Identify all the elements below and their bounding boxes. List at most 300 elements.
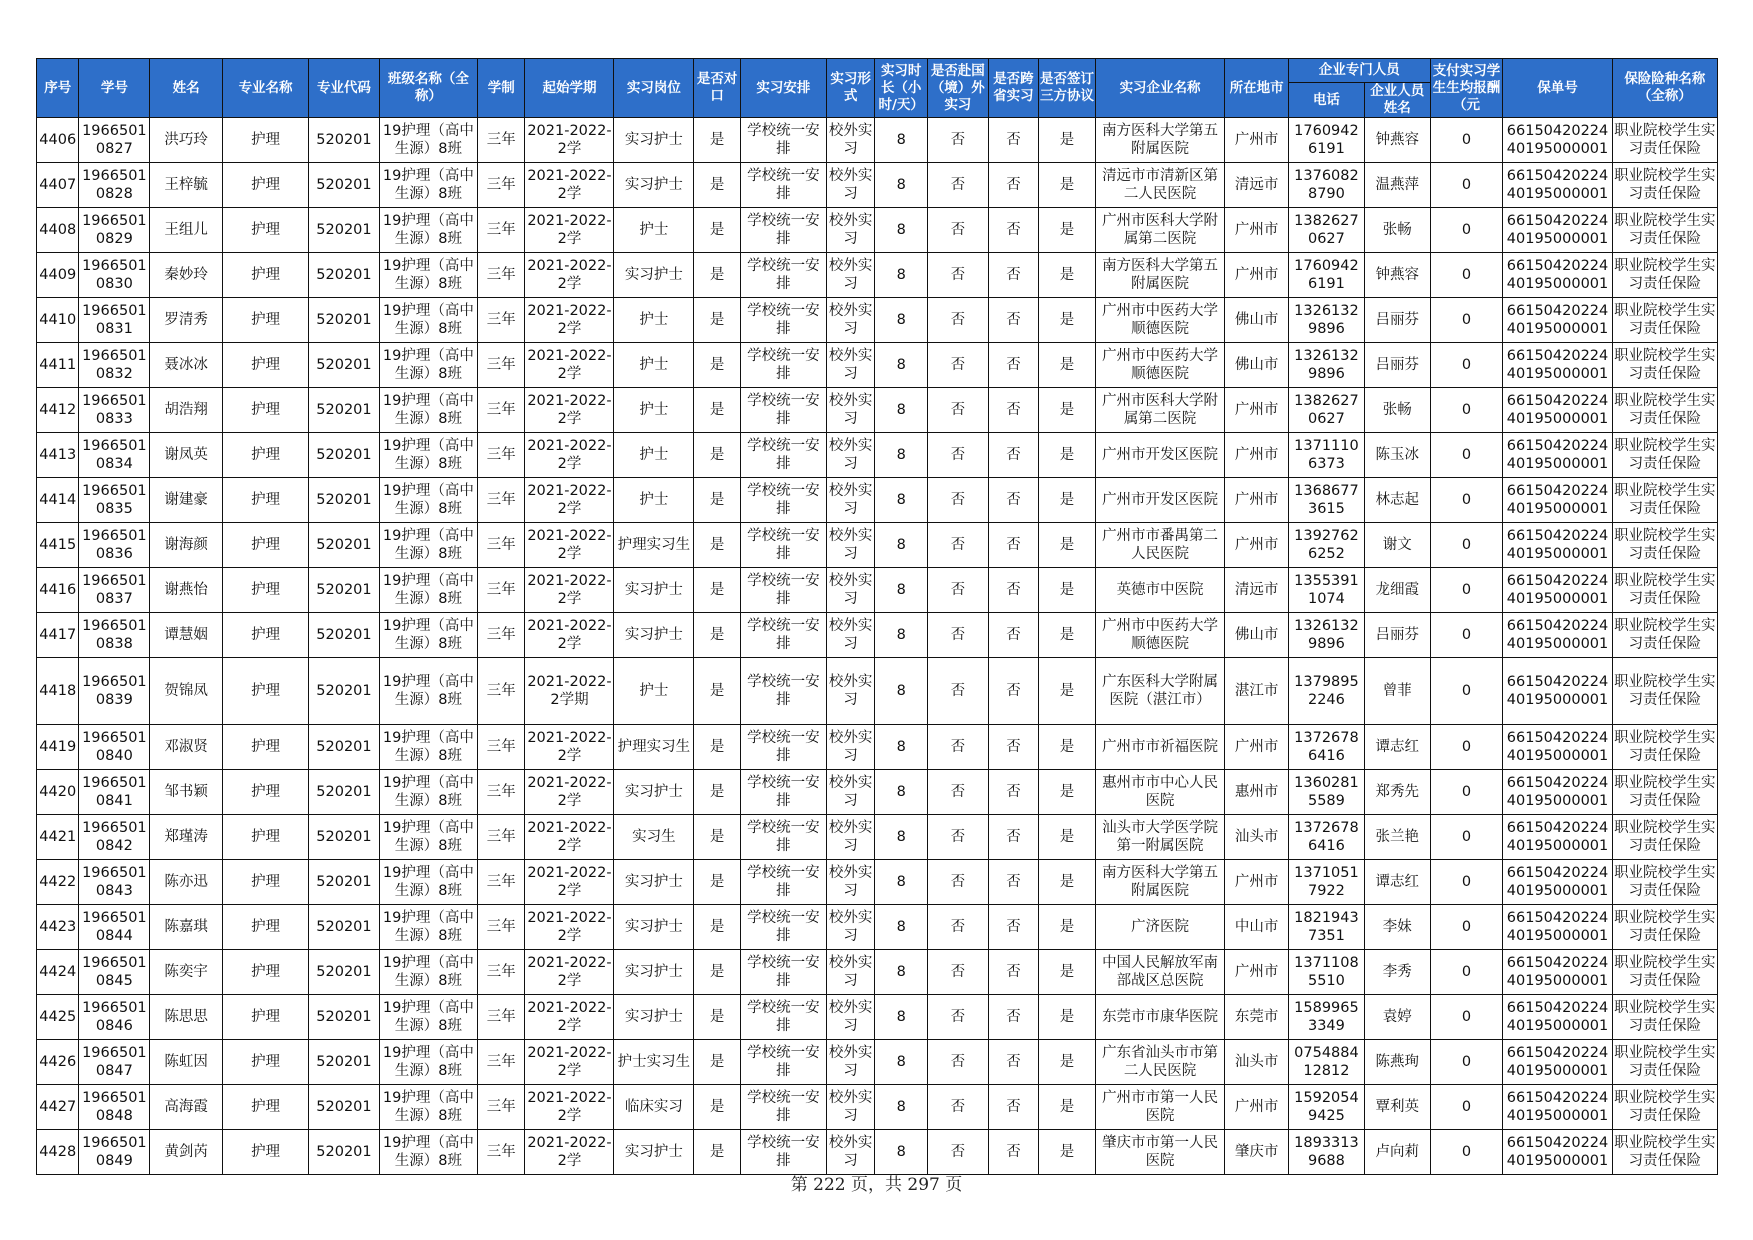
cell-text: 19665010838 [82, 618, 147, 652]
cell-text: 广州市 [1234, 267, 1279, 283]
cell-phone [1289, 815, 1365, 860]
cell-text: 钟燕容 [1375, 132, 1419, 148]
cell-start-term [525, 568, 614, 613]
cell-major [223, 343, 309, 388]
table-row [37, 343, 1718, 388]
cell-policy-no [1503, 658, 1612, 725]
cell-city [1225, 1085, 1289, 1130]
cell-major-code [309, 118, 380, 163]
cell-start-term [525, 860, 614, 905]
cell-arrangement [740, 343, 826, 388]
cell-text: 陈奕宇 [164, 964, 208, 980]
cell-agreement [1039, 118, 1096, 163]
cell-text: 15920549425 [1294, 1090, 1359, 1124]
cell-text: 校外实习 [828, 438, 873, 472]
cell-form [826, 770, 875, 815]
cell-text: 广济医院 [1131, 919, 1190, 935]
cell-text: 贺锦凤 [164, 683, 208, 699]
cell-staff-name [1364, 725, 1430, 770]
cell-text: 胡浩翔 [164, 402, 208, 418]
cell-matched [694, 163, 741, 208]
cell-phone [1289, 1085, 1365, 1130]
cell-seq [37, 298, 79, 343]
cell-text: 19护理（高中生源）8班 [382, 213, 474, 247]
cell-text: 学校统一安排 [747, 1045, 820, 1079]
cell-phone [1289, 1040, 1365, 1085]
cell-insurance [1612, 388, 1717, 433]
cell-post [614, 163, 694, 208]
cell-text: 6615042022440195000001 [1506, 573, 1609, 607]
cell-text: 4407 [39, 177, 77, 193]
cell-text: 4411 [39, 357, 77, 373]
cell-text: 职业院校学生实习责任保险 [1614, 528, 1716, 562]
col-seq: 序号 [37, 59, 79, 118]
cell-major-code [309, 950, 380, 995]
cell-text: 护理 [251, 132, 281, 148]
cell-start-term [525, 950, 614, 995]
table-row [37, 905, 1718, 950]
cell-agreement [1039, 568, 1096, 613]
cell-insurance [1612, 995, 1717, 1040]
cell-text: 否 [1006, 874, 1021, 890]
cell-cross-province [988, 1040, 1039, 1085]
cell-text: 19665010831 [82, 303, 147, 337]
cell-phone [1289, 995, 1365, 1040]
cell-form [826, 343, 875, 388]
cell-student-id [79, 860, 150, 905]
cell-phone [1289, 433, 1365, 478]
cell-phone [1289, 163, 1365, 208]
cell-matched [694, 523, 741, 568]
cell-text: 是 [1059, 1054, 1075, 1070]
col-agreement: 是否签订三方协议 [1039, 59, 1096, 118]
cell-text: 19护理（高中生源）8班 [382, 955, 474, 989]
cell-policy-no [1503, 343, 1612, 388]
cell-agreement [1039, 770, 1096, 815]
cell-text: 是 [1059, 492, 1075, 508]
cell-insurance [1612, 770, 1717, 815]
cell-student-id [79, 388, 150, 433]
cell-text: 三年 [486, 357, 516, 373]
cell-agreement [1039, 905, 1096, 950]
cell-major [223, 253, 309, 298]
cell-post [614, 1130, 694, 1175]
cell-insurance [1612, 905, 1717, 950]
cell-major [223, 388, 309, 433]
cell-text: 陈亦迅 [164, 874, 208, 890]
cell-cross-province [988, 343, 1039, 388]
cell-major [223, 1130, 309, 1175]
cell-matched [694, 1085, 741, 1130]
cell-staff-name [1364, 163, 1430, 208]
cell-phone [1289, 298, 1365, 343]
cell-text: 职业院校学生实习责任保险 [1614, 393, 1716, 427]
cell-text: 三年 [486, 447, 516, 463]
cell-company [1095, 1130, 1224, 1175]
cell-hours [875, 433, 928, 478]
cell-insurance [1612, 163, 1717, 208]
cell-text: 19护理（高中生源）8班 [382, 618, 474, 652]
cell-text: 19665010845 [82, 955, 147, 989]
cell-policy-no [1503, 568, 1612, 613]
cell-abroad [927, 725, 988, 770]
cell-student-id [79, 725, 150, 770]
cell-abroad [927, 118, 988, 163]
cell-insurance [1612, 725, 1717, 770]
cell-text: 19665010832 [82, 348, 147, 382]
col-staff-name: 企业人员姓名 [1364, 83, 1430, 118]
cell-text: 否 [1006, 683, 1021, 699]
cell-major [223, 725, 309, 770]
cell-matched [694, 815, 741, 860]
cell-text: 广州市 [1234, 132, 1279, 148]
cell-start-term [525, 1085, 614, 1130]
cell-name [150, 343, 223, 388]
cell-matched [694, 343, 741, 388]
cell-policy-no [1503, 815, 1612, 860]
cell-text: 实习护士 [624, 267, 683, 283]
cell-text: 6615042022440195000001 [1506, 618, 1609, 652]
cell-name [150, 523, 223, 568]
cell-text: 4410 [39, 312, 77, 328]
cell-text: 广州市 [1234, 874, 1279, 890]
cell-text: 否 [1006, 357, 1021, 373]
cell-text: 广州市 [1234, 537, 1279, 553]
cell-text: 学校统一安排 [747, 168, 820, 202]
cell-cross-province [988, 118, 1039, 163]
cell-policy-no [1503, 905, 1612, 950]
cell-name [150, 725, 223, 770]
cell-staff-name [1364, 860, 1430, 905]
cell-city [1225, 253, 1289, 298]
cell-text: 2021-2022-2学 [527, 1090, 612, 1124]
cell-text: 0 [1461, 582, 1472, 598]
cell-text: 6615042022440195000001 [1506, 528, 1609, 562]
cell-staff-name [1364, 208, 1430, 253]
cell-text: 李秀 [1382, 964, 1412, 980]
cell-text: 是 [709, 582, 725, 598]
cell-text: 520201 [316, 784, 372, 800]
cell-text: 520201 [316, 177, 372, 193]
cell-post [614, 253, 694, 298]
cell-text: 是 [1059, 537, 1075, 553]
cell-duration [477, 118, 525, 163]
col-phone: 电话 [1289, 83, 1365, 118]
cell-text: 校外实习 [828, 618, 873, 652]
cell-major-code [309, 860, 380, 905]
cell-company [1095, 770, 1224, 815]
cell-form [826, 725, 875, 770]
cell-major [223, 815, 309, 860]
cell-class [379, 523, 477, 568]
cell-hours [875, 1130, 928, 1175]
cell-text: 校外实习 [828, 674, 873, 708]
cell-staff-name [1364, 343, 1430, 388]
col-arrangement: 实习安排 [740, 59, 826, 118]
page-footer: 第 222 页，共 297 页 [790, 1175, 963, 1195]
cell-cross-province [988, 770, 1039, 815]
cell-policy-no [1503, 1130, 1612, 1175]
cell-form [826, 905, 875, 950]
cell-text: 2021-2022-2学 [527, 910, 612, 944]
cell-text: 校外实习 [828, 775, 873, 809]
cell-text: 4412 [39, 402, 77, 418]
cell-text: 19665010835 [82, 483, 147, 517]
cell-post [614, 613, 694, 658]
cell-text: 护士 [639, 683, 669, 699]
cell-name [150, 253, 223, 298]
cell-insurance [1612, 298, 1717, 343]
cell-text: 否 [1006, 627, 1021, 643]
cell-class [379, 860, 477, 905]
cell-text: 19665010842 [82, 820, 147, 854]
cell-text: 2021-2022-2学 [527, 1000, 612, 1034]
cell-text: 东莞市市康华医院 [1102, 1009, 1219, 1025]
cell-abroad [927, 568, 988, 613]
cell-start-term [525, 118, 614, 163]
cell-text: 是 [709, 829, 725, 845]
cell-seq [37, 725, 79, 770]
cell-text: 南方医科大学第五附属医院 [1102, 258, 1219, 292]
cell-text: 否 [950, 784, 966, 800]
cell-text: 三年 [486, 132, 516, 148]
cell-major [223, 860, 309, 905]
cell-text: 是 [709, 132, 725, 148]
cell-text: 是 [709, 784, 725, 800]
cell-text: 2021-2022-2学 [527, 820, 612, 854]
cell-text: 6615042022440195000001 [1506, 910, 1609, 944]
cell-student-id [79, 905, 150, 950]
cell-text: 佛山市 [1234, 312, 1279, 328]
cell-text: 学校统一安排 [747, 674, 820, 708]
cell-text: 0 [1461, 267, 1472, 283]
cell-major [223, 770, 309, 815]
cell-text: 护士实习生 [617, 1054, 691, 1070]
cell-hours [875, 995, 928, 1040]
cell-city [1225, 905, 1289, 950]
cell-text: 520201 [316, 683, 372, 699]
cell-text: 三年 [486, 177, 516, 193]
cell-hours [875, 1040, 928, 1085]
cell-name [150, 568, 223, 613]
cell-text: 陈玉冰 [1375, 447, 1419, 463]
cell-text: 520201 [316, 874, 372, 890]
cell-text: 4415 [39, 537, 77, 553]
cell-abroad [927, 208, 988, 253]
cell-text: 8 [896, 132, 906, 148]
cell-text: 学校统一安排 [747, 123, 820, 157]
cell-matched [694, 1130, 741, 1175]
cell-agreement [1039, 815, 1096, 860]
table-row [37, 1130, 1718, 1175]
cell-hours [875, 163, 928, 208]
cell-post [614, 905, 694, 950]
cell-text: 广东省汕头市市第二人民医院 [1102, 1045, 1219, 1079]
cell-company [1095, 388, 1224, 433]
cell-text: 护理 [251, 357, 281, 373]
cell-staff-name [1364, 298, 1430, 343]
cell-start-term [525, 523, 614, 568]
col-company: 实习企业名称 [1095, 59, 1224, 118]
cell-policy-no [1503, 118, 1612, 163]
cell-text: 护理 [251, 1054, 281, 1070]
cell-text: 8 [896, 312, 906, 328]
col-insurance: 保险险种名称（全称） [1612, 59, 1717, 118]
cell-text: 2021-2022-2学 [527, 483, 612, 517]
cell-text: 袁婷 [1382, 1009, 1412, 1025]
cell-text: 520201 [316, 1009, 372, 1025]
cell-city [1225, 163, 1289, 208]
cell-agreement [1039, 343, 1096, 388]
cell-name [150, 208, 223, 253]
cell-text: 520201 [316, 627, 372, 643]
cell-text: 校外实习 [828, 348, 873, 382]
cell-class [379, 343, 477, 388]
cell-text: 广州市 [1234, 492, 1279, 508]
cell-major-code [309, 433, 380, 478]
cell-text: 护理 [251, 1009, 281, 1025]
cell-major [223, 523, 309, 568]
cell-arrangement [740, 568, 826, 613]
cell-post [614, 343, 694, 388]
cell-text: 8 [896, 222, 906, 238]
cell-text: 8 [896, 964, 906, 980]
cell-staff-name [1364, 433, 1430, 478]
cell-name [150, 388, 223, 433]
cell-insurance [1612, 613, 1717, 658]
cell-arrangement [740, 995, 826, 1040]
cell-text: 19665010840 [82, 730, 147, 764]
cell-form [826, 815, 875, 860]
cell-abroad [927, 905, 988, 950]
cell-form [826, 860, 875, 905]
cell-insurance [1612, 523, 1717, 568]
cell-text: 0 [1461, 132, 1472, 148]
cell-post [614, 950, 694, 995]
cell-text: 广州市中医药大学顺德医院 [1102, 618, 1219, 652]
cell-hours [875, 478, 928, 523]
table-body [37, 118, 1718, 1175]
cell-matched [694, 1040, 741, 1085]
cell-post [614, 658, 694, 725]
cell-form [826, 1040, 875, 1085]
cell-text: 2021-2022-2学 [527, 865, 612, 899]
cell-arrangement [740, 253, 826, 298]
cell-insurance [1612, 343, 1717, 388]
cell-city [1225, 343, 1289, 388]
cell-text: 学校统一安排 [747, 865, 820, 899]
cell-post [614, 523, 694, 568]
cell-text: 19665010846 [82, 1000, 147, 1034]
cell-text: 否 [950, 683, 966, 699]
cell-major [223, 163, 309, 208]
cell-city [1225, 815, 1289, 860]
cell-text: 广州市 [1234, 402, 1279, 418]
cell-text: 职业院校学生实习责任保险 [1614, 303, 1716, 337]
cell-major-code [309, 658, 380, 725]
cell-text: 广州市市第一人民医院 [1102, 1090, 1219, 1124]
cell-student-id [79, 298, 150, 343]
cell-text: 8 [896, 1009, 906, 1025]
cell-text: 三年 [486, 627, 516, 643]
cell-text: 实习护士 [624, 627, 683, 643]
col-group-staff: 企业专门人员 [1289, 59, 1431, 83]
cell-text: 校外实习 [828, 303, 873, 337]
cell-text: 三年 [486, 312, 516, 328]
cell-text: 三年 [486, 1054, 516, 1070]
cell-cross-province [988, 208, 1039, 253]
cell-duration [477, 995, 525, 1040]
cell-abroad [927, 1085, 988, 1130]
cell-staff-name [1364, 613, 1430, 658]
cell-form [826, 253, 875, 298]
cell-text: 075488412812 [1294, 1045, 1359, 1079]
cell-text: 是 [709, 402, 725, 418]
header-row-top [37, 59, 1718, 83]
cell-text: 职业院校学生实习责任保险 [1614, 213, 1716, 247]
cell-agreement [1039, 1040, 1096, 1085]
cell-text: 8 [896, 402, 906, 418]
cell-text: 6615042022440195000001 [1506, 213, 1609, 247]
cell-text: 19665010834 [82, 438, 147, 472]
cell-city [1225, 995, 1289, 1040]
cell-text: 清远市市清新区第二人民医院 [1102, 168, 1219, 202]
cell-staff-name [1364, 905, 1430, 950]
cell-policy-no [1503, 1085, 1612, 1130]
cell-text: 8 [896, 582, 906, 598]
cell-text: 6615042022440195000001 [1506, 483, 1609, 517]
cell-abroad [927, 343, 988, 388]
cell-text: 职业院校学生实习责任保险 [1614, 1000, 1716, 1034]
col-name: 姓名 [150, 59, 223, 118]
cell-abroad [927, 658, 988, 725]
cell-text: 是 [1059, 402, 1075, 418]
cell-major-code [309, 1130, 380, 1175]
cell-text: 19护理（高中生源）8班 [382, 1045, 474, 1079]
cell-class [379, 950, 477, 995]
cell-phone [1289, 343, 1365, 388]
cell-text: 东莞市 [1234, 1009, 1279, 1025]
cell-policy-no [1503, 208, 1612, 253]
cell-seq [37, 118, 79, 163]
cell-matched [694, 905, 741, 950]
cell-pay [1430, 725, 1503, 770]
cell-text: 校外实习 [828, 258, 873, 292]
cell-text: 是 [709, 492, 725, 508]
cell-pay [1430, 613, 1503, 658]
cell-text: 19665010848 [82, 1090, 147, 1124]
cell-abroad [927, 860, 988, 905]
cell-pay [1430, 208, 1503, 253]
cell-class [379, 568, 477, 613]
cell-form [826, 950, 875, 995]
cell-text: 2021-2022-2学 [527, 955, 612, 989]
col-policy-no: 保单号 [1503, 59, 1612, 118]
cell-pay [1430, 343, 1503, 388]
cell-text: 0 [1461, 1144, 1472, 1160]
cell-text: 张畅 [1382, 402, 1412, 418]
cell-text: 否 [950, 1009, 966, 1025]
cell-company [1095, 860, 1224, 905]
cell-text: 广州市医科大学附属第二医院 [1102, 213, 1219, 247]
cell-text: 13760828790 [1294, 168, 1359, 202]
cell-text: 实习护士 [624, 874, 683, 890]
cell-class [379, 478, 477, 523]
cell-student-id [79, 815, 150, 860]
cell-duration [477, 163, 525, 208]
cell-text: 4417 [39, 627, 77, 643]
cell-text: 520201 [316, 964, 372, 980]
